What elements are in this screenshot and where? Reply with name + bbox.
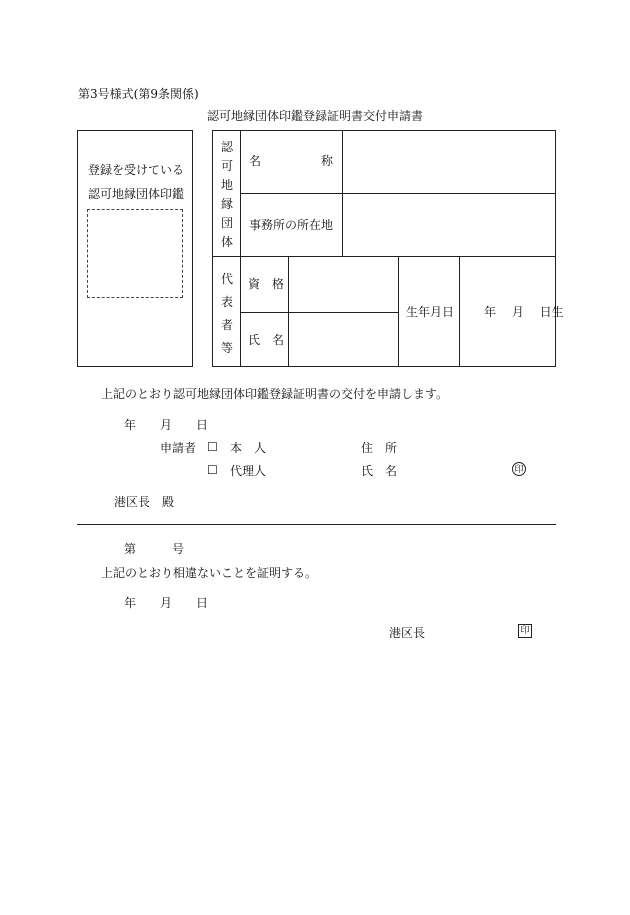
office-address-field[interactable]: [343, 194, 555, 256]
page-title: 認可地縁団体印鑑登録証明書交付申請書: [207, 109, 424, 123]
certificate-number: 第 号: [124, 542, 185, 556]
issuer: 港区長: [389, 626, 426, 640]
representative-label: 代表者等: [220, 272, 233, 355]
self-checkbox[interactable]: ☐: [207, 440, 218, 454]
qualification-field[interactable]: [289, 257, 398, 312]
group-label: 認可地縁団体: [220, 140, 233, 249]
name-label: 名 称: [249, 154, 334, 168]
addressee: 港区長 殿: [114, 495, 175, 509]
birthdate-label: 生年月日: [406, 305, 455, 319]
birthdate-value: 年 月 日生: [484, 305, 564, 319]
applicant-label: 申請者: [160, 441, 197, 455]
seal-box-label-line1: 登録を受けている: [88, 163, 185, 177]
divider: [398, 256, 399, 366]
proxy-checkbox[interactable]: ☐: [207, 463, 218, 477]
self-label: 本 人: [230, 441, 267, 455]
applicant-name-label: 氏 名: [361, 464, 398, 478]
section-separator: [77, 524, 556, 525]
divider: [240, 130, 241, 366]
seal-impression-area[interactable]: [87, 209, 183, 298]
issuer-seal-mark: 印: [518, 624, 532, 638]
proxy-label: 代理人: [230, 464, 267, 478]
qualification-label: 資 格: [248, 277, 285, 291]
divider: [459, 256, 460, 366]
office-address-label: 事務所の所在地: [249, 218, 334, 232]
form-number: 第3号様式(第9条関係): [78, 87, 199, 101]
representative-name-label: 氏 名: [248, 333, 285, 347]
certificate-date: 年 月 日: [124, 596, 209, 610]
request-sentence: 上記のとおり認可地縁団体印鑑登録証明書の交付を申請します。: [101, 387, 449, 401]
representative-name-field[interactable]: [289, 313, 398, 366]
certificate-statement: 上記のとおり相違ないことを証明する。: [101, 566, 318, 580]
applicant-address-label: 住 所: [361, 441, 398, 455]
seal-box-label-line2: 認可地縁団体印鑑: [88, 187, 185, 201]
applicant-seal-mark: 印: [512, 462, 526, 476]
application-date: 年 月 日: [124, 418, 209, 432]
name-field[interactable]: [343, 131, 555, 193]
registered-seal-box: [77, 130, 193, 367]
